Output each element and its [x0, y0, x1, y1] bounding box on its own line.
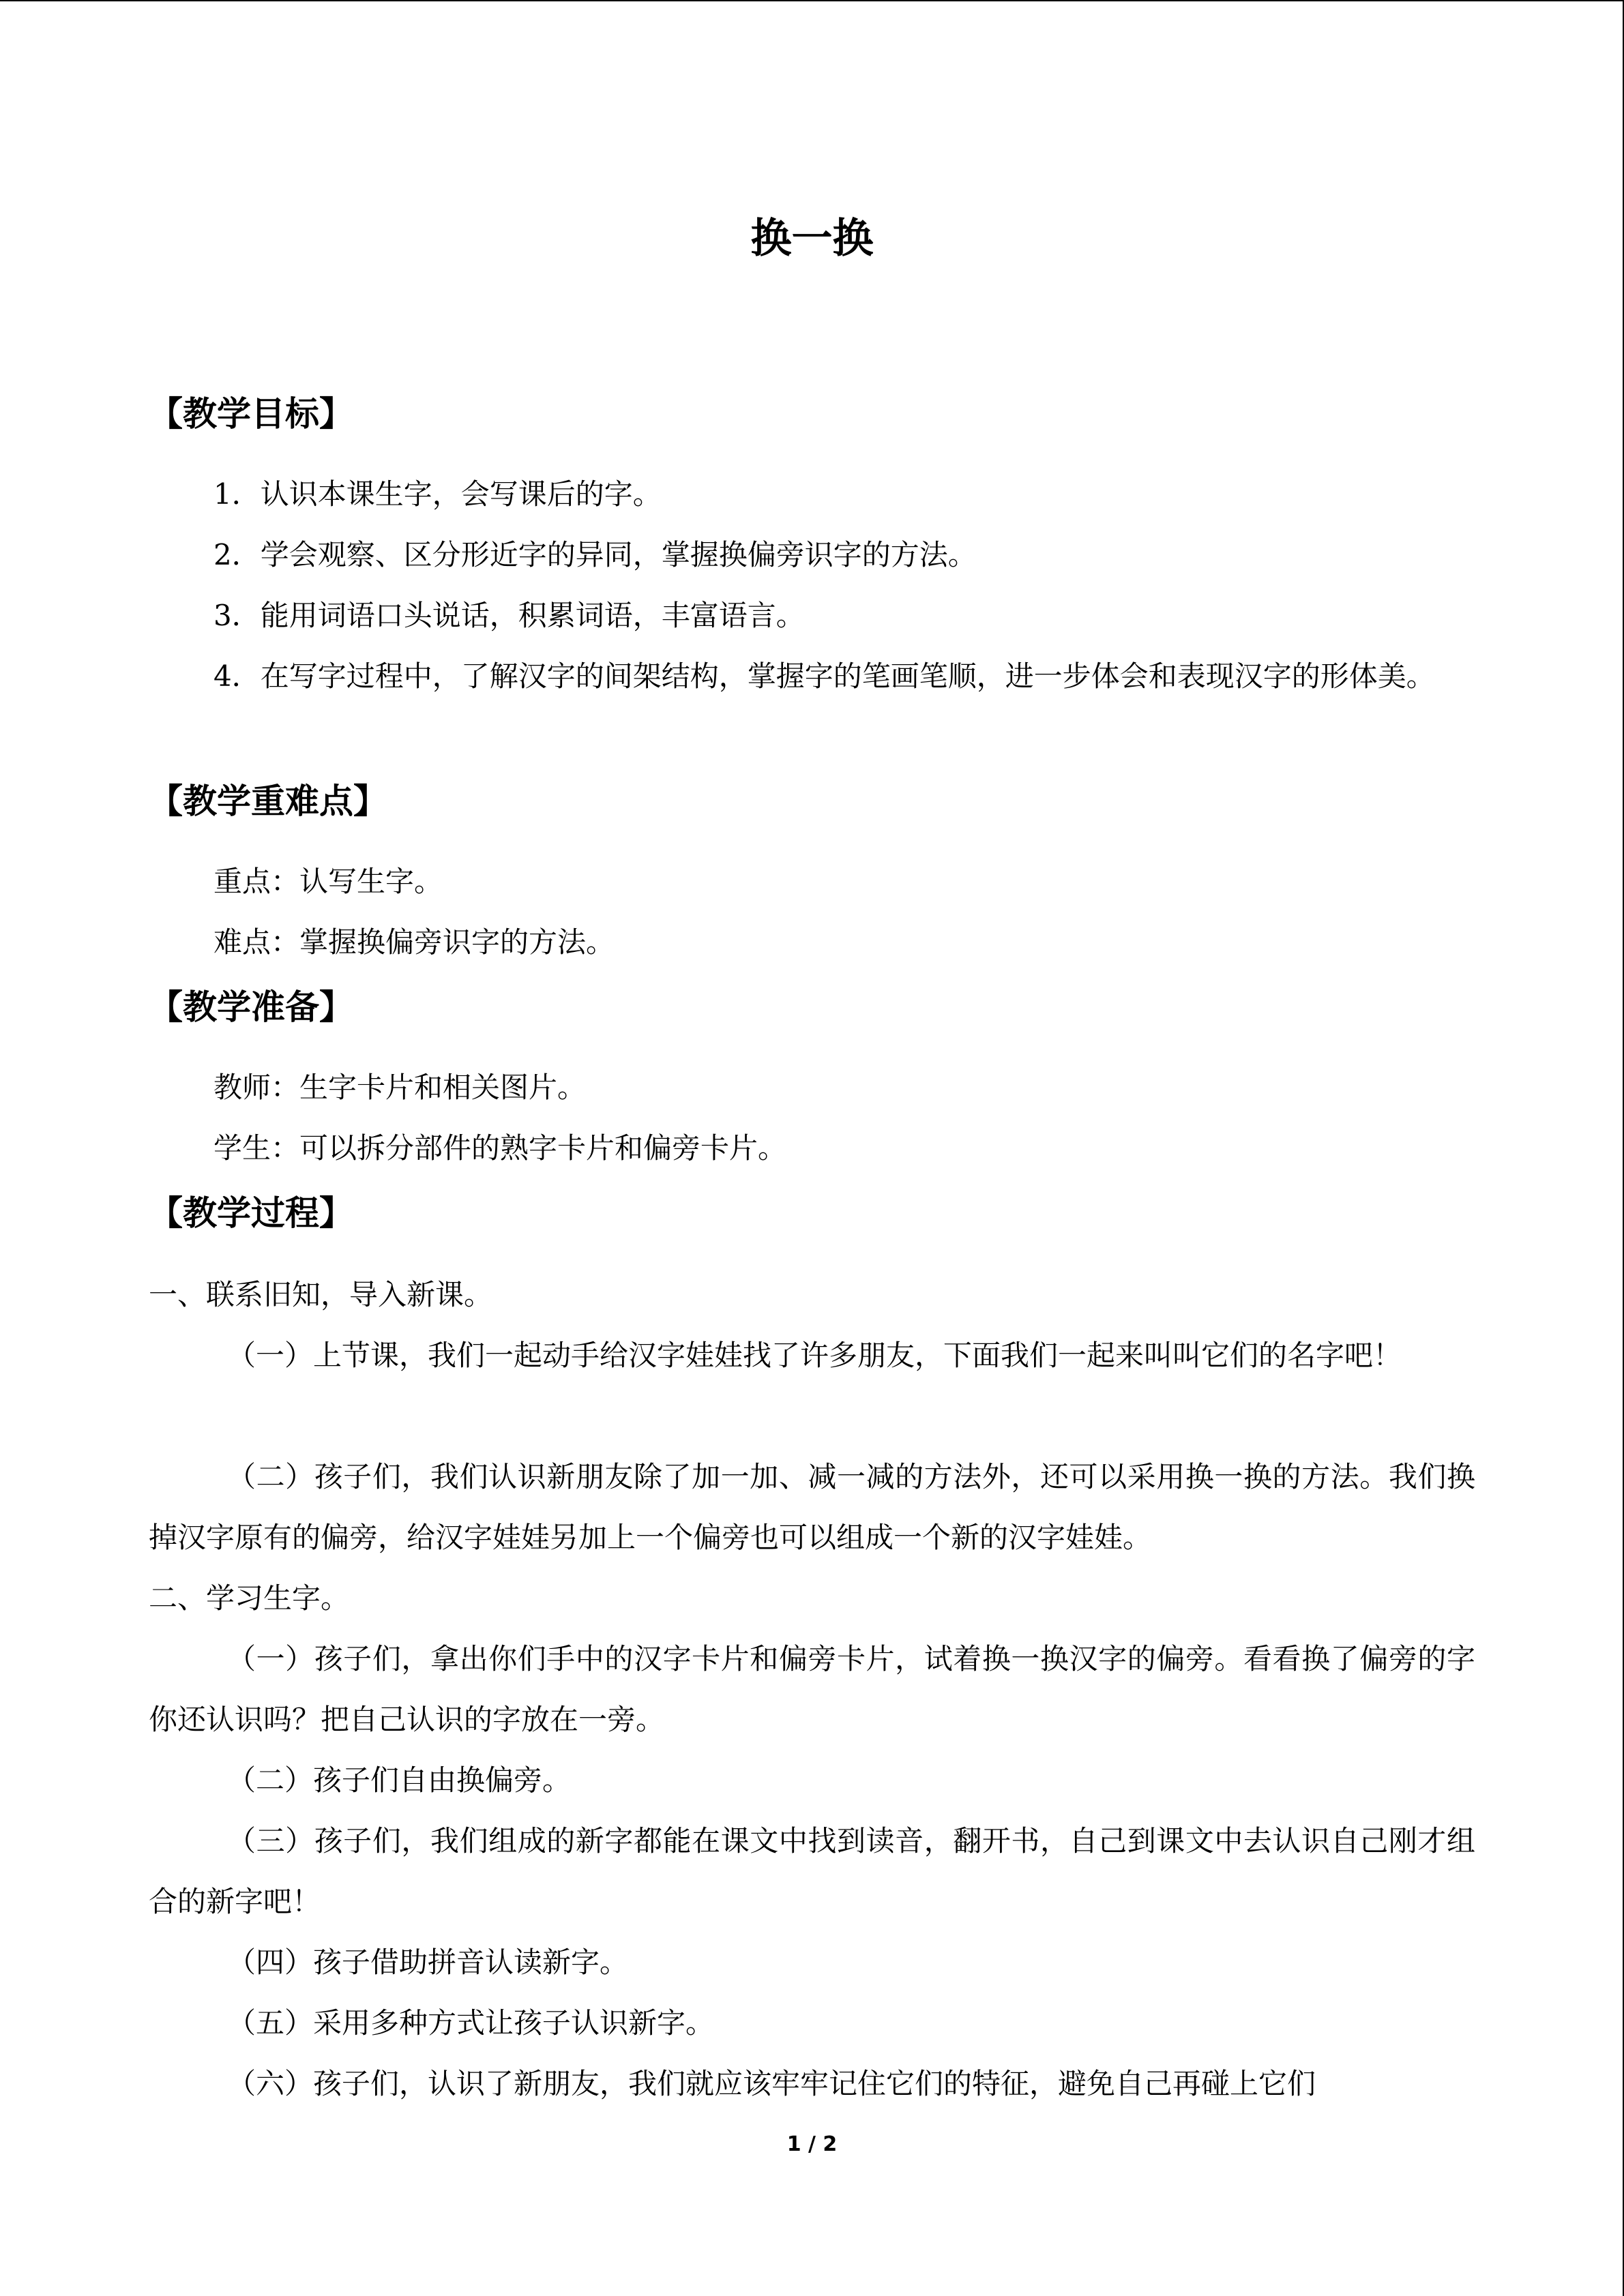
objective-item: 3．能用词语口头说话，积累词语，丰富语言。 [213, 599, 805, 632]
page-number: 1 / 2 [786, 2132, 838, 2156]
objective-item: 2．学会观察、区分形近字的异同，掌握换偏旁识字的方法。 [213, 538, 977, 571]
process-step: （四）孩子借助拼音认读新字。 [227, 1945, 629, 1979]
preparation-item: 学生：可以拆分部件的熟字卡片和偏旁卡片。 [213, 1131, 787, 1165]
objective-item: 1．认识本课生字，会写课后的字。 [213, 477, 662, 511]
heading-key-points: 【教学重难点】 [149, 781, 387, 821]
key-point-item: 难点：掌握换偏旁识字的方法。 [213, 925, 615, 959]
process-step: （一）孩子们，拿出你们手中的汉字卡片和偏旁卡片，试着换一换汉字的偏旁。看看换了偏旁的字你还认识吗？把自己认识的字放在一旁。 [149, 1642, 1475, 1736]
heading-objectives: 【教学目标】 [149, 394, 353, 434]
process-step: （二）孩子们，我们认识新朋友除了加一加、减一减的方法外，还可以采用换一换的方法。我们换掉汉字原有的偏旁，给汉字娃娃另加上一个偏旁也可以组成一个新的汉字娃娃。 [149, 1460, 1475, 1554]
heading-process: 【教学过程】 [149, 1193, 353, 1233]
process-part-title: 一、联系旧知，导入新课。 [149, 1278, 493, 1311]
heading-preparation: 【教学准备】 [149, 987, 353, 1027]
process-step: （五）采用多种方式让孩子认识新字。 [227, 2006, 715, 2040]
process-step: （六）孩子们，认识了新朋友，我们就应该牢牢记住它们的特征，避免自己再碰上它们 [227, 2067, 1316, 2100]
process-part-title: 二、学习生字。 [149, 1581, 350, 1615]
objective-item: 4．在写字过程中，了解汉字的间架结构，掌握字的笔画笔顺，进一步体会和表现汉字的形体美。 [213, 659, 1435, 693]
preparation-item: 教师：生字卡片和相关图片。 [213, 1071, 587, 1104]
document-title: 换一换 [750, 215, 874, 263]
process-step: （三）孩子们，我们组成的新字都能在课文中找到读音，翻开书，自己到课文中去认识自己刚才组合的新字吧！ [149, 1824, 1475, 1918]
process-step: （一）上节课，我们一起动手给汉字娃娃找了许多朋友，下面我们一起来叫叫它们的名字吧！ [227, 1339, 1402, 1372]
key-point-item: 重点：认写生字。 [213, 865, 443, 898]
process-step: （二）孩子们自由换偏旁。 [227, 1763, 572, 1797]
